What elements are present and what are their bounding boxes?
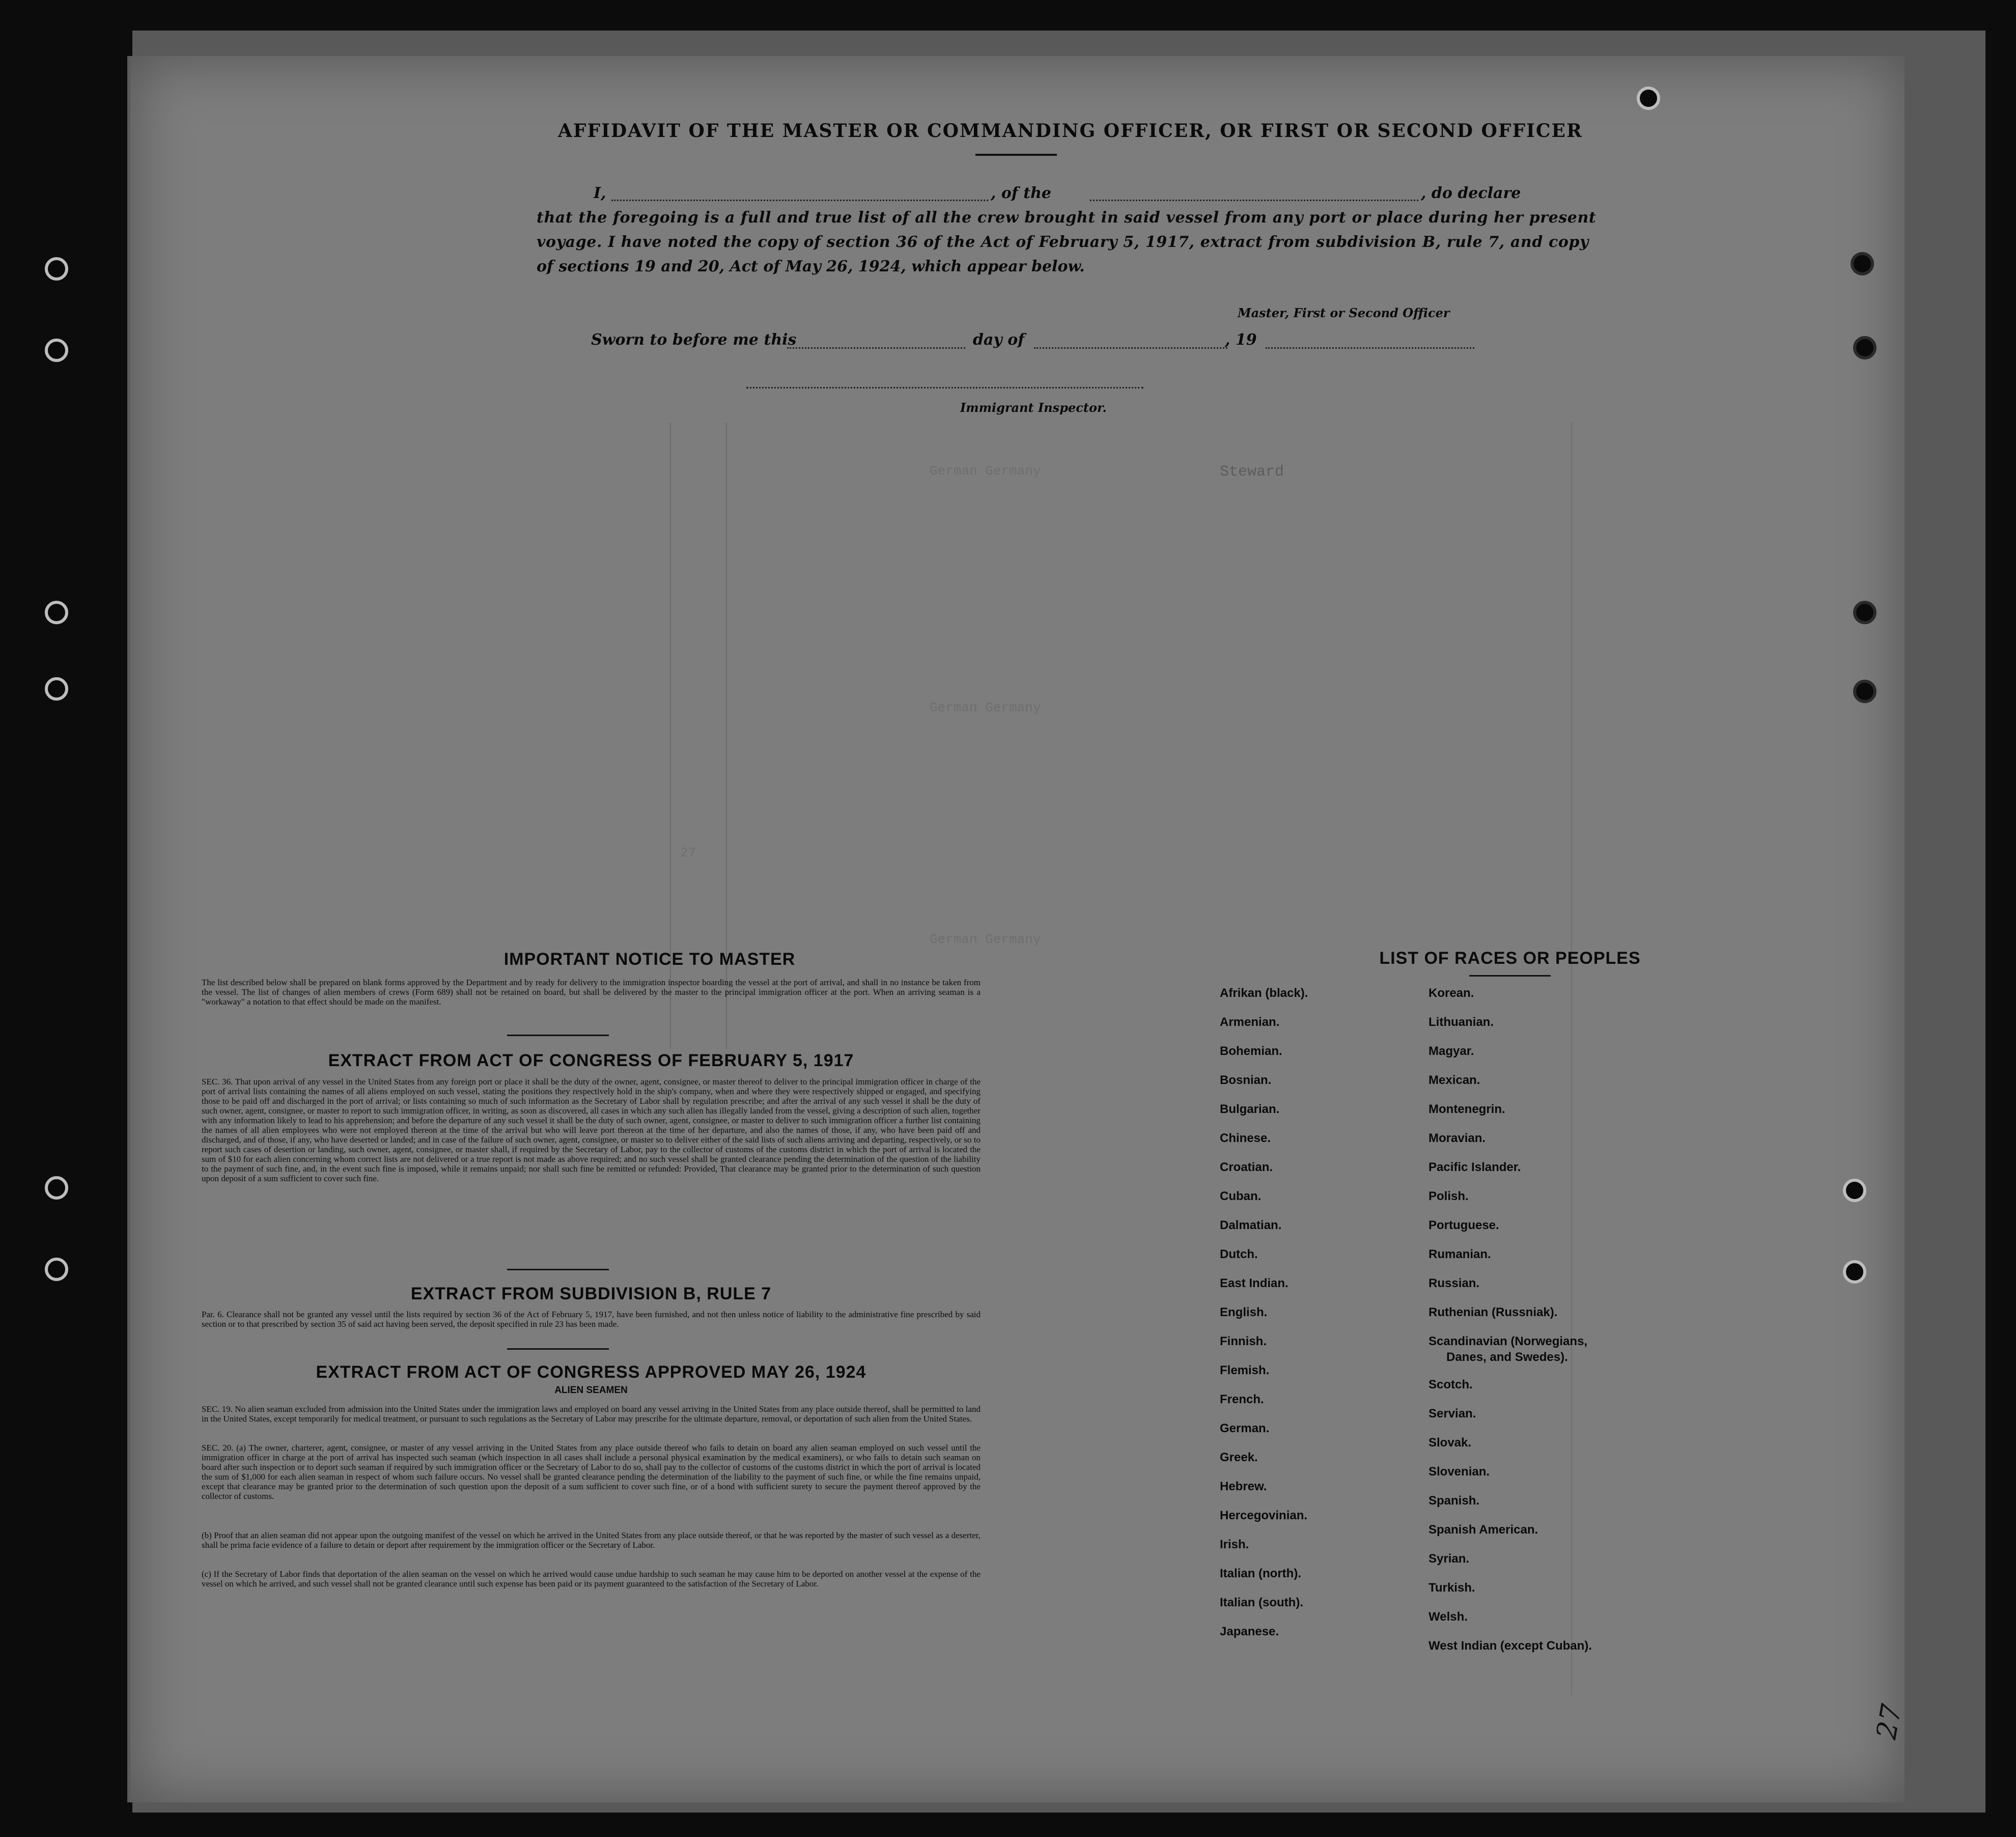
race-item: Bosnian. — [1220, 1073, 1272, 1087]
alien-seamen-subheading: ALIEN SEAMEN — [554, 1385, 628, 1396]
bleed-steward: Steward — [1220, 463, 1284, 481]
race-item: Spanish. — [1429, 1494, 1480, 1508]
race-item: East Indian. — [1220, 1276, 1289, 1290]
race-item: French. — [1220, 1393, 1264, 1406]
race-item: Mexican. — [1429, 1073, 1480, 1087]
race-item: Korean. — [1429, 986, 1474, 1000]
signature-blank[interactable] — [1266, 347, 1474, 349]
rule7-rule — [507, 1348, 609, 1350]
race-item: Pacific Islander. — [1429, 1160, 1521, 1174]
race-item: Polish. — [1429, 1189, 1469, 1203]
race-item: Italian (south). — [1220, 1596, 1303, 1609]
race-item: Portuguese. — [1429, 1218, 1499, 1232]
races-heading: LIST OF RACES OR PEOPLES — [1379, 949, 1641, 968]
race-item: Scotch. — [1429, 1378, 1473, 1391]
race-item: Flemish. — [1220, 1363, 1270, 1377]
affidavit-line-3: voyage. I have noted the copy of section 36 of the Act of February 5, 1917, extract from subdivision B, rule 7, and copy — [537, 233, 1589, 251]
title-rule — [975, 154, 1057, 156]
race-item: Irish. — [1220, 1538, 1249, 1551]
binding-hole — [1637, 87, 1660, 110]
binding-hole — [1843, 1260, 1866, 1284]
document-sheet — [127, 56, 1908, 1802]
race-item: Danes, and Swedes). — [1446, 1350, 1568, 1364]
race-item: Chinese. — [1220, 1131, 1271, 1145]
binding-hole — [1853, 601, 1877, 624]
page-number: 27 — [1870, 1702, 1908, 1742]
sworn-label: Sworn to before me this — [591, 331, 797, 349]
year-label: , 19 — [1225, 331, 1257, 349]
race-item: Russian. — [1429, 1276, 1480, 1290]
bleed-german-2: German Germany — [930, 700, 1041, 715]
binding-hole — [45, 1258, 68, 1281]
race-item: Syrian. — [1429, 1552, 1470, 1566]
binding-hole — [45, 677, 68, 701]
extract-1917-text: SEC. 36. That upon arrival of any vessel in the United States from any foreign port or place it shall be the duty of the owner, agent, consignee, or master thereof to deliver to the principal immigration officer in charge of the port of arrival lists containing the names of all aliens employed on such vessel, stating the positions they respectively hold in the ship's company, when and where they were respectively shipped or engaged, and specifying those to be paid off and discharged in the port of arrival; or lists containing so much of such information as the Secretary of Labor shall by regulation prescribe; and after the arrival of any such vessel it shall be the duty of such owner, agent, consignee, or master to report to such immigration officer, in writing, as soon as discovered, all cases in which any such alien has illegally landed from the vessel, giving a description of such alien, together with any information likely to lead to his apprehension; and before the departure of any such vessel it shall be the duty of such owner, agent, consignee, or master to deliver to such immigration officer a further list containing the names of all alien employees who were not employed thereon at the time of the arrival but who will leave port thereon at the time of her departure, and also the names of those, if any, who have been paid off and discharged, and of those, if any, who have deserted or landed; and in case of the failure of such owner, agent, consignee, or master so to deliver either of the said lists of such aliens arriving and departing, respectively, or so to report such cases of desertion or landing, such owner, agent, consignee, or master shall, if required by the Secretary of Labor, pay to the collector of customs of the customs district in which the port of arrival is located the sum of $10 for each alien concerning whom correct lists are not delivered or a true report is not made as above required; and no such vessel shall be granted clearance pending the determination of the question of the liability to the payment of such fine, and, in the event such fine is imposed, while it remains unpaid; nor shall such fine be remitted or refunded: Provided, That clearance may be granted prior to the determination of such question upon deposit of a sum sufficient to cover such fine. — [202, 1077, 981, 1183]
extract-1924-sec20b: (b) Proof that an alien seaman did not appear upon the outgoing manifest of the vessel on which he arrived in the United States from any place outside thereof, or that he was reported by the master of such vessel as a deserter, shall be prima facie evidence of a failure to detain or deport after requirement by the immigration officer or the Secretary of Labor. — [202, 1530, 981, 1550]
race-item: Lithuanian. — [1429, 1015, 1494, 1029]
race-item: Rumanian. — [1429, 1247, 1491, 1261]
race-item: Slovak. — [1429, 1436, 1472, 1450]
race-item: Moravian. — [1429, 1131, 1486, 1145]
race-item: Dutch. — [1220, 1247, 1258, 1261]
affidavit-title: AFFIDAVIT OF THE MASTER OR COMMANDING OFFICER, OR FIRST OR SECOND OFFICER — [558, 120, 1583, 142]
bleed-number: 27 — [680, 845, 696, 860]
binding-hole — [45, 339, 68, 362]
affidavit-declare: , do declare — [1421, 184, 1521, 202]
rule7-heading: EXTRACT FROM SUBDIVISION B, RULE 7 — [410, 1284, 772, 1303]
bleed-german-3: German Germany — [930, 932, 1041, 947]
binding-hole — [1853, 680, 1877, 703]
race-item: Armenian. — [1220, 1015, 1280, 1029]
affidavit-line-4: of sections 19 and 20, Act of May 26, 1924, which appear below. — [537, 258, 1085, 275]
race-item: Italian (north). — [1220, 1567, 1301, 1580]
race-item: Croatian. — [1220, 1160, 1273, 1174]
race-item: Hercegovinian. — [1220, 1509, 1308, 1522]
master-label: Master, First or Second Officer — [1238, 305, 1450, 320]
races-rule — [1469, 975, 1551, 977]
extract-1924-sec20a: SEC. 20. (a) The owner, charterer, agent, consignee, or master of any vessel arriving in the United States from any place outside thereof who fails to detain on board any alien seaman employed on such vessel until the immigration officer in charge at the port of arrival has inspected such seaman (which inspection in all cases shall include a personal physical examination by the medical examiners), or who fails to detain such seaman on board after such inspection or to deport such seaman if required by such immigration officer or the Secretary of Labor to do so, shall pay to the collector of customs of the customs district in which the port of arrival is located the sum of $1,000 for each alien seaman in respect of whom such failure occurs. No vessel shall be granted clearance pending the determination of the liability to the payment of such fine, or while the fine remains unpaid, except that clearance may be granted prior to the determination of such question upon the deposit of a sum sufficient to cover such fine, or of a bond with sufficient surety to secure the payment thereof approved by the collector of customs. — [202, 1443, 981, 1501]
notice-text: The list described below shall be prepared on blank forms approved by the Department and by ready for delivery to the immigration inspector boarding the vessel at the port of arrival, and shall in no instance be taken from the vessel. The list of changes of alien members of crews (Form 689) shall not be retained on board, but shall be delivered by the master to the principal immigration officer at the port. When an arriving seaman is a "workaway" a notation to that effect should be made on the manifest. — [202, 978, 981, 1007]
race-item: Slovenian. — [1429, 1465, 1490, 1479]
bleed-german: German Germany — [930, 463, 1041, 479]
extract-1924-sec19: SEC. 19. No alien seaman excluded from admission into the United States under the immigration laws and employed on board any vessel arriving in the United States from any place outside thereof, shall be permitted to land in the United States, except temporarily for medical treatment, or pursuant to such regulations as the Secretary of Labor may prescribe for the ultimate departure, removal, or deportation of such alien from the United States. — [202, 1404, 981, 1424]
month-blank[interactable] — [1034, 347, 1227, 349]
race-item: Spanish American. — [1429, 1523, 1538, 1537]
race-item: Turkish. — [1429, 1581, 1475, 1595]
vessel-blank[interactable] — [1090, 200, 1418, 201]
binding-hole — [1853, 336, 1877, 359]
inspector-label: Immigrant Inspector. — [960, 400, 1107, 415]
race-item: Ruthenian (Russniak). — [1429, 1305, 1558, 1319]
name-blank[interactable] — [611, 200, 988, 201]
race-item: Scandinavian (Norwegians, — [1429, 1334, 1588, 1348]
race-item: Cuban. — [1220, 1189, 1262, 1203]
extract-1924-heading: EXTRACT FROM ACT OF CONGRESS APPROVED MAY 26, 1924 — [316, 1362, 866, 1382]
race-item: Finnish. — [1220, 1334, 1267, 1348]
inspector-blank[interactable] — [746, 387, 1143, 388]
binding-hole — [45, 257, 68, 281]
extract-1917-rule — [507, 1269, 609, 1270]
affidavit-i: I, — [594, 184, 606, 202]
race-item: Bulgarian. — [1220, 1102, 1280, 1116]
binding-hole — [45, 1176, 68, 1200]
affidavit-line-2: that the foregoing is a full and true list of all the crew brought in said vessel from any port or place during her present — [537, 209, 1597, 227]
affidavit-of-the: , of the — [991, 184, 1052, 202]
binding-hole — [1843, 1179, 1866, 1202]
binding-hole — [45, 601, 68, 624]
day-of-label: day of — [973, 331, 1025, 349]
race-item: Dalmatian. — [1220, 1218, 1282, 1232]
race-item: Servian. — [1429, 1407, 1476, 1421]
race-item: Hebrew. — [1220, 1480, 1267, 1493]
race-item: English. — [1220, 1305, 1268, 1319]
race-item: West Indian (except Cuban). — [1429, 1639, 1592, 1653]
rule7-text: Par. 6. Clearance shall not be granted any vessel until the lists required by section 36 of the Act of February 5, 1917, have been furnished, and not then unless notice of liability to the administrative fine prescribed by said section or to that prescribed by section 35 of said act having been served, the deposit specified in rule 23 has been made. — [202, 1310, 981, 1329]
race-item: German. — [1220, 1422, 1270, 1435]
race-item: Bohemian. — [1220, 1044, 1282, 1058]
notice-rule — [507, 1035, 609, 1036]
bleed-column-line-3 — [1571, 423, 1572, 1695]
day-blank[interactable] — [787, 347, 965, 349]
race-item: Afrikan (black). — [1220, 986, 1308, 1000]
race-item: Magyar. — [1429, 1044, 1474, 1058]
race-item: Greek. — [1220, 1451, 1258, 1464]
notice-heading: IMPORTANT NOTICE TO MASTER — [503, 950, 796, 969]
race-item: Japanese. — [1220, 1625, 1279, 1638]
extract-1917-heading: EXTRACT FROM ACT OF CONGRESS OF FEBRUARY 5, 1917 — [328, 1051, 854, 1070]
binding-hole — [1851, 252, 1874, 275]
race-item: Welsh. — [1429, 1610, 1468, 1624]
race-item: Montenegrin. — [1429, 1102, 1505, 1116]
extract-1924-sec20c: (c) If the Secretary of Labor finds that deportation of the alien seaman on the vessel on which he arrived would cause undue hardship to such seaman he may cause him to be deported on another vessel at the expense of the vessel on which he arrived, and such vessel shall not be granted clearance until such expense has been paid or its payment guaranteed to the satisfaction of the Secretary of Labor. — [202, 1569, 981, 1589]
